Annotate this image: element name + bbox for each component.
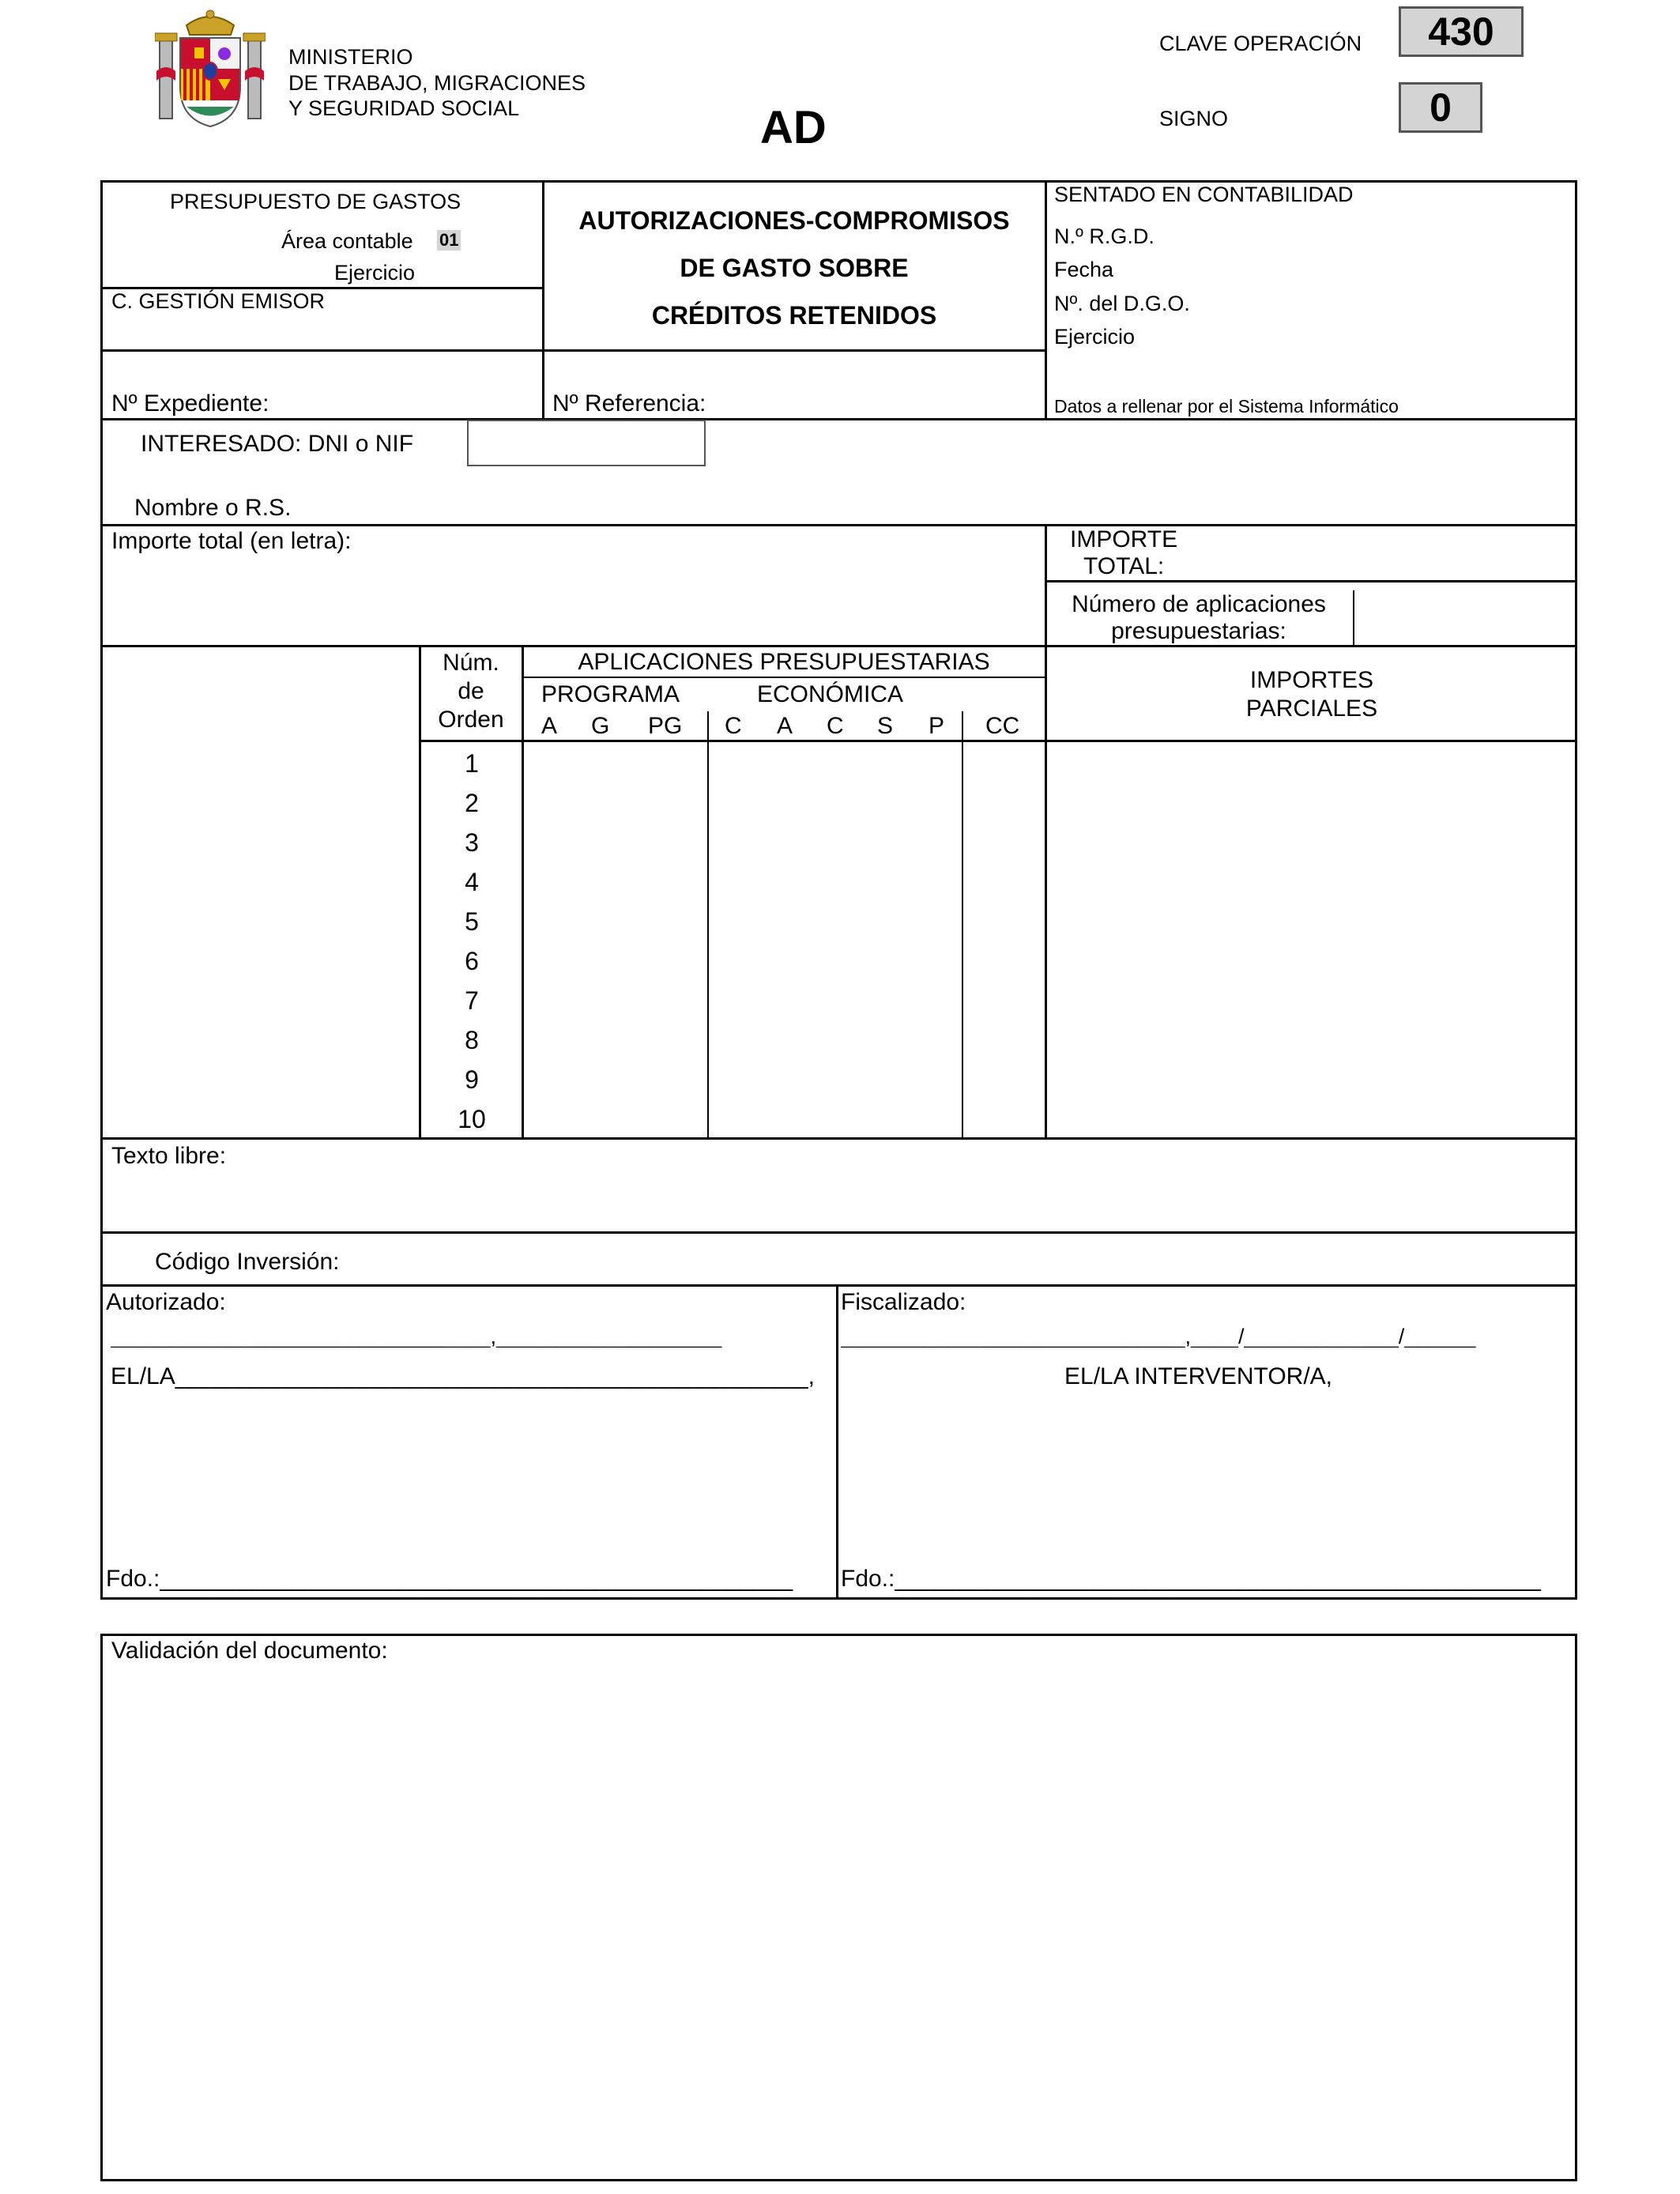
ministry-line-3: Y SEGURIDAD SOCIAL xyxy=(288,96,520,120)
col-p: P xyxy=(929,713,945,739)
col-pg: PG xyxy=(648,713,683,739)
referencia-label: Nº Referencia: xyxy=(552,390,706,417)
dgo-label: Nº. del D.G.O. xyxy=(1054,292,1190,315)
col-c1: C xyxy=(725,713,742,739)
fecha-label: Fecha xyxy=(1054,258,1114,281)
autorizado-title: Autorizado: xyxy=(106,1289,226,1315)
table-row: 3 xyxy=(465,828,479,857)
codigo-inversion-label: Código Inversión: xyxy=(155,1249,340,1275)
fiscalizado-date-line: _____________________________,____/_____________/______ xyxy=(841,1326,1476,1348)
interventor-label: EL/LA INTERVENTOR/A, xyxy=(1064,1363,1333,1389)
expediente-label: Nº Expediente: xyxy=(111,390,269,417)
importes-parciales-line-2: PARCIALES xyxy=(1245,696,1378,722)
dni-field[interactable] xyxy=(467,420,706,466)
form-title-line-1: AUTORIZACIONES-COMPROMISOS xyxy=(578,206,1010,235)
validacion-label: Validación del documento: xyxy=(111,1638,388,1664)
economica-label: ECONÓMICA xyxy=(757,681,904,707)
table-row: 6 xyxy=(465,947,479,975)
ministry-line-2: DE TRABAJO, MIGRACIONES xyxy=(288,71,586,95)
col-cc: CC xyxy=(985,713,1020,739)
num-orden-line-1: Núm. xyxy=(443,650,499,676)
importes-parciales-line-1: IMPORTES xyxy=(1249,667,1374,693)
clave-operacion-value: 430 xyxy=(1399,6,1524,57)
table-row: 4 xyxy=(465,868,479,896)
col-c2: C xyxy=(827,713,844,739)
importe-total-line-2: TOTAL: xyxy=(1083,553,1165,579)
area-contable-label: Área contable xyxy=(281,229,413,253)
autorizado-el-la-line: EL/LA________________________________________________, xyxy=(111,1365,815,1389)
form-title-line-3: CRÉDITOS RETENIDOS xyxy=(651,301,937,330)
sistema-note: Datos a rellenar por el Sistema Informático xyxy=(1054,396,1399,417)
table-row: 10 xyxy=(458,1105,486,1133)
signo-value: 0 xyxy=(1399,82,1482,133)
texto-libre-label: Texto libre: xyxy=(111,1143,227,1169)
autorizado-fdo-line: Fdo.:________________________________________________ xyxy=(106,1567,793,1591)
num-aplicaciones-line-1: Número de aplicaciones xyxy=(1072,591,1326,617)
col-g: G xyxy=(591,713,610,739)
signo-label: SIGNO xyxy=(1159,107,1229,130)
num-aplicaciones-line-2: presupuestarias: xyxy=(1111,618,1286,644)
col-s: S xyxy=(877,713,894,739)
fiscalizado-fdo-line: Fdo.:_________________________________________________ xyxy=(841,1567,1541,1591)
table-row: 9 xyxy=(465,1065,479,1094)
interesado-dni-label: INTERESADO: DNI o NIF xyxy=(141,431,414,457)
importe-letra-label: Importe total (en letra): xyxy=(111,528,352,554)
ejercicio-label: Ejercicio xyxy=(334,261,416,285)
gestion-emisor-label: C. GESTIÓN EMISOR xyxy=(111,289,326,313)
num-orden-line-2: de xyxy=(458,678,484,704)
rgd-label: N.º R.G.D. xyxy=(1054,224,1155,248)
clave-operacion-label: CLAVE OPERACIÓN xyxy=(1159,32,1362,55)
form-title-line-2: DE GASTO SOBRE xyxy=(680,254,909,282)
doc-type-title: AD xyxy=(760,102,827,153)
validacion-box xyxy=(100,1634,1577,2181)
programa-label: PROGRAMA xyxy=(541,681,680,707)
table-row: 5 xyxy=(465,907,479,936)
table-row: 1 xyxy=(465,749,479,778)
num-orden-line-3: Orden xyxy=(438,707,504,733)
ministry-line-1: MINISTERIO xyxy=(288,45,413,69)
aplicaciones-title: APLICACIONES PRESUPUESTARIAS xyxy=(578,649,990,675)
col-a2: A xyxy=(777,713,793,739)
area-contable-value: 01 xyxy=(437,230,461,251)
autorizado-date-line: ________________________________,___________________ xyxy=(111,1326,722,1348)
nombre-rs-label: Nombre o R.S. xyxy=(134,495,292,521)
importe-total-line-1: IMPORTE xyxy=(1070,526,1178,552)
fiscalizado-title: Fiscalizado: xyxy=(841,1289,966,1315)
col-a: A xyxy=(541,713,558,739)
presupuesto-title: PRESUPUESTO DE GASTOS xyxy=(170,190,461,213)
table-row: 7 xyxy=(465,986,479,1015)
contabilidad-ejercicio-label: Ejercicio xyxy=(1054,325,1136,349)
coat-of-arms-icon xyxy=(155,8,266,130)
contabilidad-title: SENTADO EN CONTABILIDAD xyxy=(1054,183,1354,206)
table-row: 2 xyxy=(465,789,479,817)
table-row: 8 xyxy=(465,1026,479,1054)
